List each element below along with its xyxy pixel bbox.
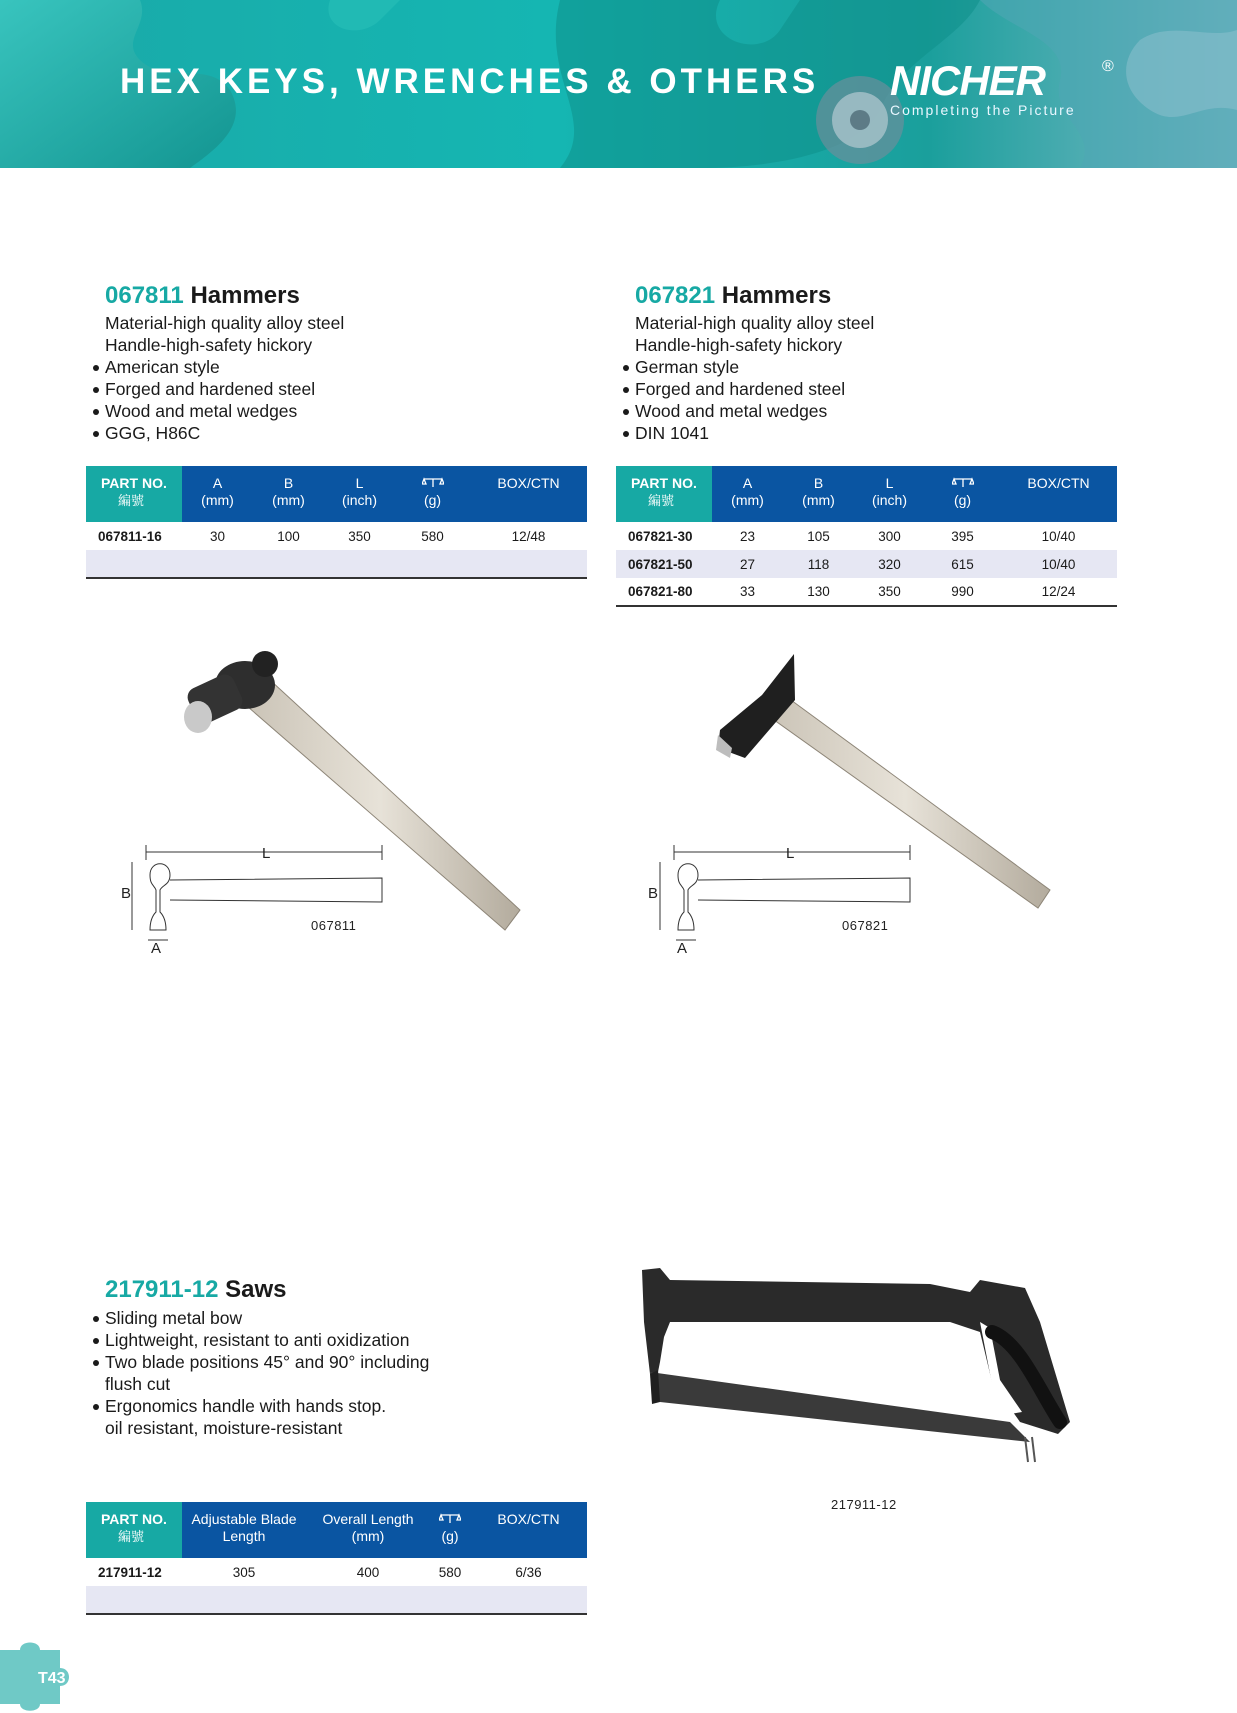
header-weight: (g) [395,466,470,522]
cell-l: 350 [854,578,925,606]
cell-b: 100 [277,528,300,544]
feature-bullet: Forged and hardened steel [85,378,344,400]
cell-l: 350 [348,528,371,544]
header-a: A (mm) [182,466,253,522]
table-row [86,1558,587,1586]
table-row [616,578,1117,606]
desc-line: Material-high quality alloy steel [635,313,875,333]
dim-label-a: A [677,940,688,957]
desc-line: Handle-high-safety hickory [105,335,313,355]
feature-bullet: Wood and metal wedges [85,400,344,422]
header-blade-length: Adjustable Blade Length [182,1502,306,1558]
product-name: Saws [225,1276,287,1303]
cell-part: 067821-30 [628,528,693,544]
cell-blade: 305 [232,1564,256,1580]
brand-logo [890,57,1114,118]
product-description-saw [85,1307,429,1439]
cell-a: 33 [712,578,783,606]
cell-box: 12/48 [511,528,546,544]
header-l: L (inch) [324,466,395,522]
product-name: Hammers [190,282,300,309]
table-row-empty [86,1586,587,1614]
cell-box: 10/40 [1000,550,1117,578]
dimension-diagram-067821 [650,840,920,950]
page-title: HEX KEYS, WRENCHES & OTHERS [120,62,820,101]
cell-b: 118 [783,550,854,578]
feature-bullet: Two blade positions 45° and 90° including [85,1351,429,1373]
cell-box: 6/36 [515,1564,542,1580]
header-part-no: PART NO. 編號 [616,466,712,522]
feature-bullet-cont: oil resistant, moisture-resistant [105,1418,343,1438]
cell-weight: 580 [438,1564,462,1580]
cell-a: 30 [209,528,226,544]
feature-bullet: Forged and hardened steel [615,378,874,400]
product-description-067821 [615,312,874,444]
header-b: B (mm) [783,466,854,522]
cell-l: 300 [878,528,901,544]
page-number: T43 [38,1670,66,1687]
header-part-no: PART NO. 編號 [86,466,182,522]
header-box-ctn: BOX/CTN [470,466,587,522]
header-weight: (g) [925,466,1000,522]
table-row-empty [86,550,587,578]
registered-mark: ® [1102,58,1114,75]
header-weight: (g) [430,1502,470,1558]
brand-name: NICHER [890,57,1046,104]
cell-part: 067811-16 [98,528,162,544]
spec-table-067811 [86,466,587,579]
header-overall-length: Overall Length (mm) [306,1502,430,1558]
product-code: 217911-12 [105,1276,219,1303]
cell-box: 10/40 [1041,528,1076,544]
product-description-067811 [85,312,344,444]
cell-part: 067821-50 [616,550,712,578]
feature-bullet: German style [615,356,874,378]
cell-overall: 400 [356,1564,380,1580]
dim-label-a: A [151,940,162,957]
figure-caption-067821: 067821 [842,918,889,933]
header-box-ctn: BOX/CTN [1000,466,1117,522]
feature-bullet: Ergonomics handle with hands stop. [85,1395,429,1417]
brand-tagline: Completing the Picture [890,102,1076,118]
feature-bullet-cont: flush cut [105,1374,171,1394]
feature-bullet: Lightweight, resistant to anti oxidization [85,1329,429,1351]
table-row [86,522,587,550]
dim-label-l: L [262,845,271,862]
figure-caption-saw: 217911-12 [831,1497,897,1512]
table-row [616,550,1117,578]
spec-table-saw [86,1502,587,1615]
cell-l: 320 [854,550,925,578]
cell-box: 12/24 [1000,578,1117,606]
product-title-saw [105,1276,287,1304]
feature-bullet: American style [85,356,344,378]
header-b: B (mm) [253,466,324,522]
feature-bullet: GGG, H86C [85,422,344,444]
cell-weight: 990 [925,578,1000,606]
dim-label-b: B [121,885,132,902]
feature-bullet: Sliding metal bow [85,1307,429,1329]
cell-part: 217911-12 [98,1564,162,1580]
dim-label-l: L [786,845,795,862]
product-title-067811 [105,282,300,310]
desc-line: Handle-high-safety hickory [635,335,843,355]
dim-label-b: B [648,885,659,902]
product-name: Hammers [721,282,832,309]
cell-weight: 580 [421,528,444,544]
product-title-067821 [635,282,831,310]
header-a: A (mm) [712,466,783,522]
scale-icon [439,1513,461,1524]
scale-icon [422,477,444,488]
page-header [0,0,1237,168]
cell-b: 105 [807,528,830,544]
desc-line: Material-high quality alloy steel [105,313,345,333]
header-part-no: PART NO. 編號 [86,1502,182,1558]
spec-table-067821 [616,466,1117,607]
cell-a: 23 [739,528,756,544]
feature-bullet: Wood and metal wedges [615,400,874,422]
scale-icon [952,477,974,488]
header-l: L (inch) [854,466,925,522]
product-code: 067811 [105,282,184,309]
feature-bullet: DIN 1041 [615,422,874,444]
figure-caption-067811: 067811 [311,918,357,933]
cell-a: 27 [712,550,783,578]
cell-weight: 395 [951,528,974,544]
product-code: 067821 [635,282,716,309]
header-box-ctn: BOX/CTN [470,1502,587,1558]
cell-b: 130 [783,578,854,606]
table-row [616,522,1117,550]
dimension-diagram-067811 [122,840,392,950]
cell-part: 067821-80 [616,578,712,606]
cell-weight: 615 [925,550,1000,578]
hacksaw-image [630,1262,1100,1482]
